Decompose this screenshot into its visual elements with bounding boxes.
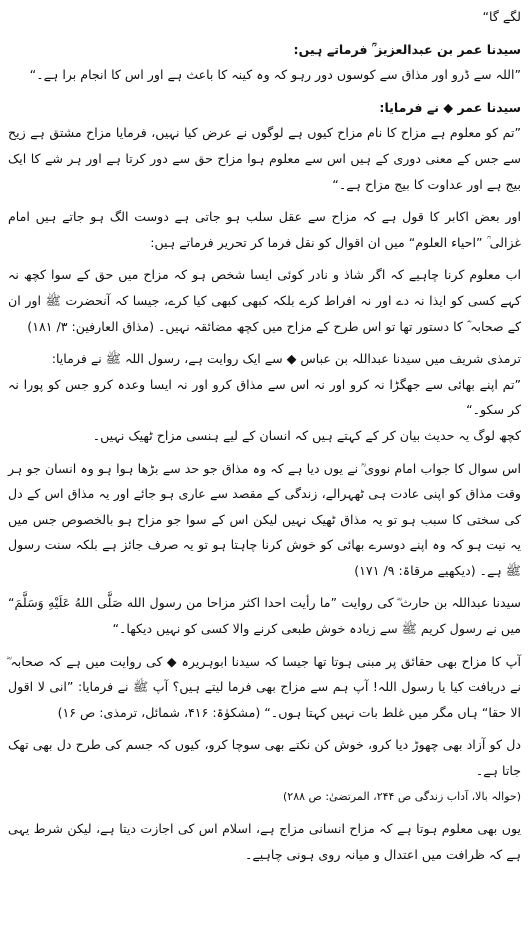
heart-rest-line: دل کو آزاد بھی چھوڑ دیا کرو، خوش کن نکتے بھی سوچا کرو، کیوں کہ جسم کی طرح دل بھی تھک جاتا ہے۔	[8, 737, 521, 779]
conclusion-paragraph: یوں بھی معلوم ہوتا ہے کہ مزاح انسانی مزاج ہے، اسلام اس کی اجازت دیتا ہے، لیکن شرط یہی ہے کہ ظرافت میں اعتدال و میانہ روی ہونی چاہیے۔	[8, 821, 521, 862]
closing-quote-line: لگے گا“	[482, 9, 521, 24]
reference-citation: (حوالہ بالا، آداب زندگی ص ۲۴۴، المرتضیٰ: ص ۲۸۸)	[283, 789, 521, 803]
ghazali-paragraph: اب معلوم کرنا چاہیے کہ اگر شاذ و نادر کوئی ایسا شخص ہو کہ مزاح میں حق کے سوا کچھ نہ کہے کسی کو ایذا نہ دے اور نہ افراط کرے بلکہ کبھی کبھی کیا کرے، جیسا کہ آنحضرت ﷺ اور ان کے صحابہ ؓ کا دستور تھا تو اس طرح کے مزاح میں کچھ مضائقہ نہیں۔ (مذاق العارفین: ۳/ ۱۸۱)	[8, 267, 521, 334]
elders-saying-paragraph: اور بعض اکابر کا قول ہے کہ مزاح سے عقل سلب ہو جاتی ہے دوست الگ ہو جاتے ہیں امام غزالی ؒ ”احیاء العلوم“ میں ان اقوال کو نقل فرما کر تحریر فرماتے ہیں:	[8, 209, 521, 250]
umar-quote: ”تم کو معلوم ہے مزاح کا نام مزاح کیوں ہے لوگوں نے عرض کیا نہیں، فرمایا مزاح مشتق ہے زیح سے جس کے معنی دوری کے ہیں اس سے معلوم ہوا مزاح حق سے دور کرتا ہے اور ہر شے کا ایک بیج ہے اور عداوت کا بیج مزاح ہے۔“	[8, 125, 521, 192]
umar-heading: سیدنا عمر ◆ نے فرمایا:	[379, 99, 521, 115]
abdullah-bin-harith-paragraph: سیدنا عبداللہ بن حارث ؓ کی روایت ”ما رأیت احدا اکثر مزاحا من رسول الله صَلَّى اللهُ عَلَيْهِ وَسَلَّمَ“ میں نے رسول کریم ﷺ سے زیادہ خوش طبعی کرنے والا کسی کو نہیں دیکھا۔“	[8, 595, 521, 637]
people-objection-line: کچھ لوگ یہ حدیث بیان کر کے کہتے ہیں کہ انسان کے لیے ہنسی مزاح ٹھیک نہیں۔	[92, 427, 521, 443]
tirmidhi-intro: ترمذی شریف میں سیدنا عبداللہ بن عباس ◆ سے ایک روایت ہے، رسول اللہ ﷺ نے فرمایا:	[51, 351, 521, 367]
tirmidhi-hadith-quote: ”تم اپنے بھائی سے جھگڑا نہ کرو اور نہ اس سے مذاق کرو اور نہ ایسا وعدہ کرو جس کو پورا نہ کر سکو۔“	[8, 376, 521, 418]
abu-hurairah-paragraph: آپ کا مزاح بھی حقائق پر مبنی ہوتا تھا جیسا کہ سیدنا ابوہریرہ ◆ کی روایت میں ہے کہ صحابہ ؓ نے دریافت کیا یا رسول اللہ! آپ ہم سے مزاح بھی فرما لیتے ہیں؟ آپ ﷺ نے فرمایا: ”انی لا اقول الا حقا“ ہاں مگر میں غلط بات نہیں کہتا ہوں۔“ (مشکوٰۃ: ۴۱۶، شمائل، ترمذی: ص ۱۶)	[8, 653, 521, 720]
umar-bin-abdulaziz-quote: ”اللہ سے ڈرو اور مذاق سے کوسوں دور رہو کہ وہ کینہ کا باعث ہے اور اس کا انجام برا ہے۔“	[29, 67, 521, 83]
nawawi-answer-paragraph: اس سوال کا جواب امام نووی ؒ نے یوں دیا ہے کہ وہ مذاق جو حد سے بڑھا ہوا ہو وہ انسان جو ہر وقت مذاق کو اپنی عادت ہی ٹھہرالے، زندگی کے مقصد سے عاری ہو جائے اور یہ مذاق اس کے دل کی سختی کا سبب ہو تو یہ مذاق ٹھیک نہیں لیکن اس کے سوا جو مزاح ہو بالخصوص جس میں یہ نیت ہو کہ وہ اپنے دوسرے بھائی کو خوش کرنا چاہتا ہو تو یہ صرف جائز ہے بلکہ سنت رسول ﷺ ہے۔ (دیکھیے مرقاۃ: ۹/ ۱۷۱)	[8, 460, 521, 578]
umar-bin-abdulaziz-heading: سیدنا عمر بن عبدالعزیز ؒ فرماتے ہیں:	[293, 41, 521, 57]
